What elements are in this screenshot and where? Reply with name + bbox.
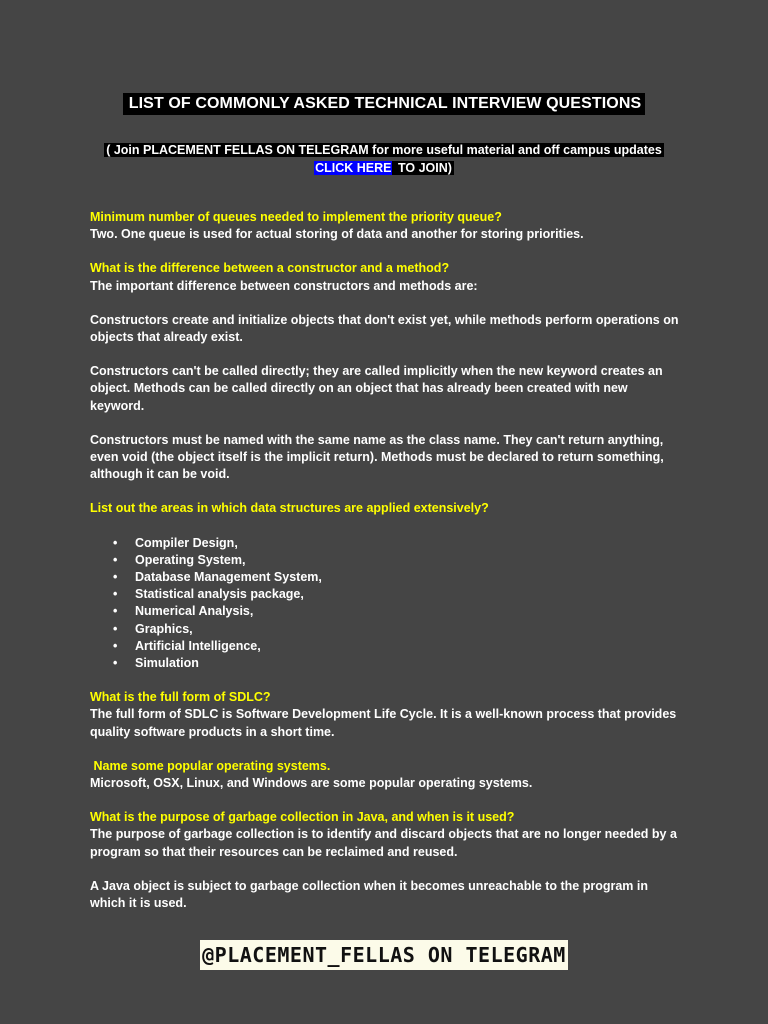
question: Minimum number of queues needed to implement the priority queue? — [90, 210, 502, 224]
answer: A Java object is subject to garbage collection when it becomes unreachable to the program in which it is used. — [90, 878, 649, 911]
list-item: • Artificial Intelligence, — [135, 638, 680, 655]
question: What is the purpose of garbage collection in Java, and when is it used? — [90, 810, 515, 825]
qa-item — [90, 260, 680, 483]
join-text-end: TO JOIN) — [394, 161, 452, 175]
list-item: • Compiler Design, — [135, 535, 680, 552]
answer: Microsoft, OSX, Linux, and Windows are some popular operating systems. — [90, 776, 533, 791]
footer-row — [0, 940, 768, 970]
answer: Two. One queue is used for actual storing of data and another for storing priorities. — [90, 227, 584, 242]
question: What is the full form of SDLC? — [90, 690, 271, 705]
answer: Constructors must be named with the same name as the class name. They can't return anything, even void (the object itself is the implicit return). Methods must be declared to return something, although it can be void. — [90, 432, 664, 482]
answer: The purpose of garbage collection is to identify and discard objects that are no longer needed by a program so that their resources can be reclaimed and reused. — [90, 827, 677, 859]
answer: The important difference between constructors and methods are: — [90, 278, 478, 293]
join-banner — [0, 141, 768, 177]
qa-item — [90, 809, 680, 912]
areas-list — [90, 535, 680, 673]
page-title: LIST OF COMMONLY ASKED TECHNICAL INTERVIEW QUESTIONS — [123, 93, 646, 115]
qa-item — [90, 500, 680, 672]
list-item: • Graphics, — [135, 621, 680, 638]
question: Name some popular operating systems. — [90, 758, 331, 773]
list-item: • Simulation — [135, 655, 680, 672]
telegram-handle: @PLACEMENT_FELLAS ON TELEGRAM — [200, 940, 568, 970]
join-text: ( Join PLACEMENT FELLAS ON TELEGRAM for more useful material and off campus updates — [106, 143, 662, 157]
question: What is the difference between a constructor and a method? — [90, 261, 450, 276]
list-item: • Statistical analysis package, — [135, 586, 680, 603]
click-here-link[interactable]: CLICK HERE — [315, 161, 392, 175]
answer: Constructors create and initialize objects that don't exist yet, while methods perform operations on objects that already exist. — [90, 312, 679, 345]
qa-content — [90, 209, 680, 912]
question: List out the areas in which data structures are applied extensively? — [90, 501, 489, 516]
qa-item — [90, 758, 680, 792]
title-row — [0, 93, 768, 115]
answer: The full form of SDLC is Software Development Life Cycle. It is a well-known process that provides quality software products in a short time. — [90, 707, 677, 739]
qa-item — [90, 689, 680, 741]
answer: Constructors can't be called directly; they are called implicitly when the new keyword creates an object. Methods can be called directly on an object that has already been created with new keyword. — [90, 364, 663, 413]
qa-item — [90, 209, 680, 243]
list-item: • Database Management System, — [135, 569, 680, 586]
list-item: • Numerical Analysis, — [135, 603, 680, 620]
list-item: • Operating System, — [135, 552, 680, 569]
